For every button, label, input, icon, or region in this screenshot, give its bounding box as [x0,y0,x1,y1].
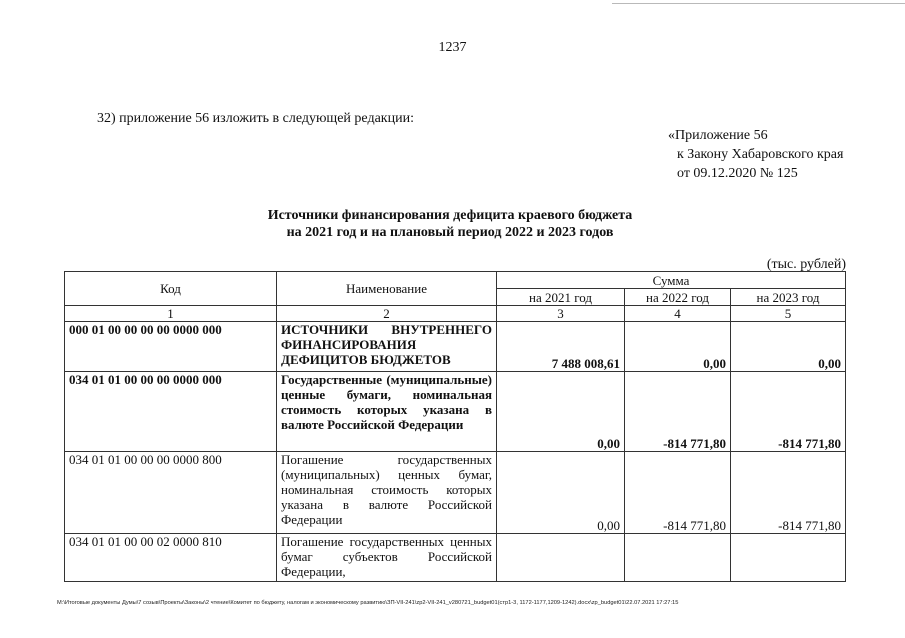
row-name: ИСТОЧНИКИ ВНУТРЕННЕГО ФИНАНСИРОВАНИЯ ДЕФИЦИТОВ БЮДЖЕТОВ [277,322,497,372]
appendix-line-3: от 09.12.2020 № 125 [677,166,798,181]
table-row [65,452,846,534]
row-value-2022: -814 771,80 [625,372,731,452]
column-numbers-row [65,306,846,322]
page-number: 1237 [438,40,467,55]
title-line-2: на 2021 год и на плановый период 2022 и 2023 годов [286,225,614,240]
col-number: 5 [731,306,846,322]
col-number: 2 [277,306,497,322]
top-scan-line [612,3,905,4]
appendix-reference [668,126,843,183]
document-title [150,207,750,241]
row-value-2022: -814 771,80 [625,452,731,534]
row-value-2021: 0,00 [497,452,625,534]
appendix-line-2: к Закону Хабаровского края [677,147,844,162]
row-name: Погашение государственных (муниципальных) ценных бумаг, номинальная стоимость которых указана в валюте Российской Федерации [277,452,497,534]
header-sum: Сумма [497,272,846,289]
col-number: 3 [497,306,625,322]
row-value-2023 [731,534,846,582]
row-value-2023: -814 771,80 [731,372,846,452]
units-label: (тыс. рублей) [766,257,846,272]
row-code: 034 01 01 00 00 00 0000 800 [65,452,277,534]
row-value-2023: 0,00 [731,322,846,372]
table-row [65,372,846,452]
row-name: Государственные (муниципальные) ценные бумаги, номинальная стоимость которых указана в валюте Российской Федерации [277,372,497,452]
header-2023: на 2023 год [731,289,846,306]
header-row [65,272,846,289]
header-code: Код [65,272,277,306]
file-path-footer: M:\Итоговые документы Думы\7 созыв\Проекты\Законы\2 чтение\Комитет по бюджету, налогам и экономическому развитию\ЗП-VII-241\zp2-VII-241_v280721_budget01(стр1-3, 1172-1177,1209-1242).docx\zp_budget01\22.07.2021 17:27:15 [57,600,679,606]
row-value-2023: -814 771,80 [731,452,846,534]
row-code: 034 01 01 00 00 02 0000 810 [65,534,277,582]
col-number: 1 [65,306,277,322]
appendix-line-1: «Приложение 56 [668,128,768,143]
header-name: Наименование [277,272,497,306]
row-code: 000 01 00 00 00 00 0000 000 [65,322,277,372]
row-value-2021: 7 488 008,61 [497,322,625,372]
row-value-2022: 0,00 [625,322,731,372]
row-value-2021: 0,00 [497,372,625,452]
budget-table [64,271,846,582]
row-name: Погашение государственных ценных бумаг субъектов Российской Федерации, [277,534,497,582]
header-2022: на 2022 год [625,289,731,306]
table-row [65,534,846,582]
table-row [65,322,846,372]
col-number: 4 [625,306,731,322]
row-code: 034 01 01 00 00 00 0000 000 [65,372,277,452]
header-2021: на 2021 год [497,289,625,306]
title-line-1: Источники финансирования дефицита краевого бюджета [267,208,633,223]
intro-text: 32) приложение 56 изложить в следующей редакции: [97,111,414,126]
row-value-2021 [497,534,625,582]
row-value-2022 [625,534,731,582]
